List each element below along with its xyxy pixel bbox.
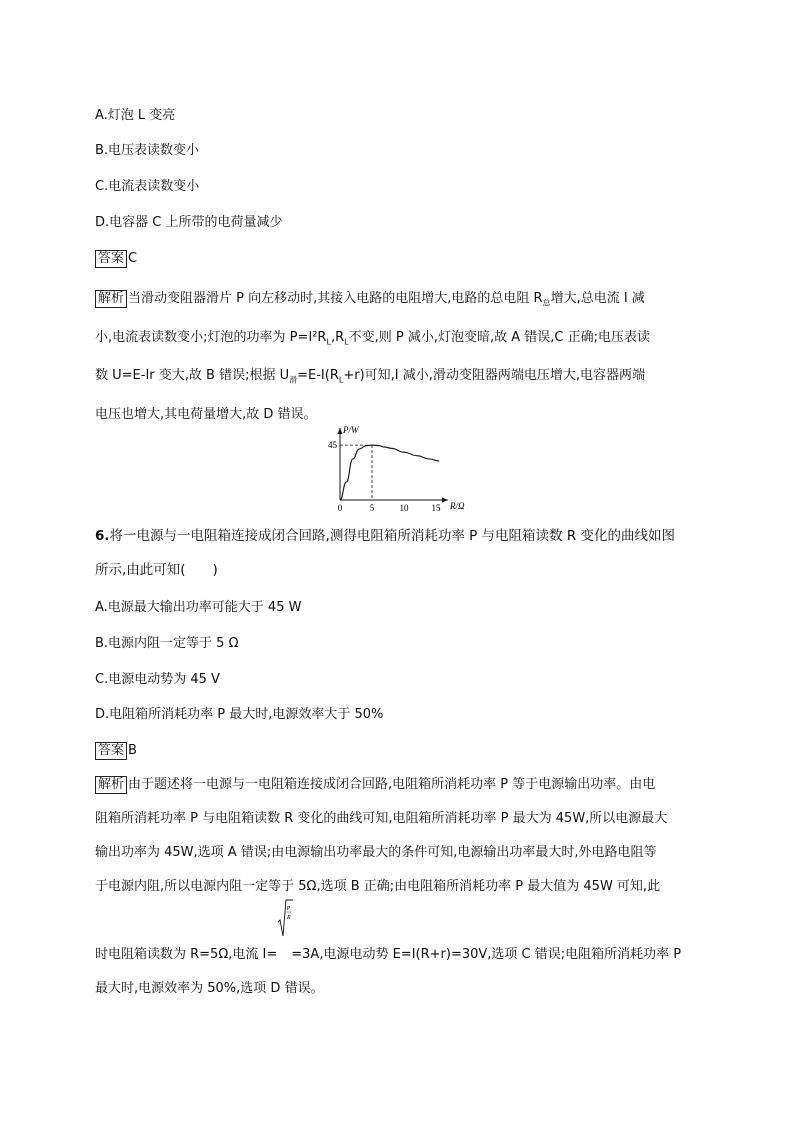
analysis-text: =3A,电源电动势 E=I(R+r)=30V,选项 C 错误;电阻箱所消耗功率 P	[291, 947, 682, 962]
chart-series	[340, 445, 439, 500]
chart-axes	[338, 428, 449, 503]
y-tick-label: 45	[328, 440, 337, 451]
q6-stem-line2: 所示,由此可知( )	[95, 562, 218, 578]
analysis-text: +r)可知,I 减小,滑动变阻器两端电压增大,电容器两端	[343, 368, 646, 384]
x-tick-label: 5	[369, 503, 375, 513]
power-curve	[340, 445, 439, 500]
q5-analysis	[95, 282, 695, 432]
analysis-text: =E-I(R	[297, 368, 339, 384]
analysis-text: 电压也增大,其电荷量增大,故 D 错误。	[95, 406, 317, 422]
subscript: 滑	[289, 375, 298, 385]
subscript: L	[344, 337, 349, 347]
analysis-text: 输出功率为 45W,选项 A 错误;由电源输出功率最大的条件可知,电源输出功率最大时,外电路电阻等	[95, 845, 657, 860]
analysis-text: 于电源内阻,所以电源内阻一定等于 5Ω,选项 B 正确;由电阻箱所消耗功率 P 最大值为 45W 可知,此	[95, 879, 661, 894]
q6-answer	[95, 742, 137, 760]
x-axis-label: R/Ω	[450, 501, 465, 511]
answer-label: 答案	[95, 742, 127, 760]
q5-option-c: C.电流表读数变小	[95, 179, 200, 194]
x-tick-label: 10	[399, 503, 409, 513]
q6-option-c: C.电源电动势为 45 V	[95, 672, 220, 687]
x-axis-arrow	[442, 498, 448, 503]
q6-option-d: D.电阻箱所消耗功率 P 最大时,电源效率大于 50%	[95, 707, 384, 722]
q5-option-a: A.灯泡 L 变亮	[95, 108, 176, 123]
analysis-text: 阻箱所消耗功率 P 与电阻箱读数 R 变化的曲线可知,电阻箱所消耗功率 P 最大为 45W,所以电源最大	[95, 811, 668, 826]
q5-option-d: D.电容器 C 上所带的电荷量减少	[95, 215, 283, 230]
y-axis-arrow	[338, 428, 343, 434]
frac-numerator: P	[286, 906, 291, 912]
analysis-text: 小,电流表读数变小;灯泡的功率为 P=I²R	[95, 329, 327, 345]
analysis-label: 解析	[95, 290, 127, 308]
sqrt-fraction	[277, 906, 291, 952]
analysis-text: 增大,总电流 I 减	[550, 291, 645, 306]
sqrt-symbol	[277, 898, 293, 942]
analysis-text: 由于题述将一电源与一电阻箱连接成闭合回路,电阻箱所消耗功率 P 等于电源输出功率。由电	[128, 777, 656, 792]
q6-stem	[95, 519, 695, 587]
subscript: L	[326, 337, 331, 347]
q5-answer	[95, 250, 137, 268]
answer-value: C	[128, 251, 138, 266]
x-tick-label: 15	[431, 503, 441, 513]
analysis-text: 当滑动变阻器滑片 P 向左移动时,其接入电路的电阻增大,电路的总电阻 R	[128, 291, 543, 306]
q6-analysis	[95, 768, 695, 1006]
x-tick-label: 0	[337, 503, 343, 513]
answer-value: B	[128, 743, 137, 758]
analysis-text: ,R	[330, 329, 345, 345]
q6-option-a: A.电源最大输出功率可能大于 45 W	[95, 600, 302, 615]
q6-number: 6.	[95, 528, 110, 544]
q6-option-b: B.电源内阻一定等于 5 Ω	[95, 636, 239, 651]
analysis-text: 不变,则 P 减小,灯泡变暗,故 A 错误,C 正确;电压表读	[348, 329, 650, 345]
q6-stem-line1: 将一电源与一电阻箱连接成闭合回路,测得电阻箱所消耗功率 P 与电阻箱读数 R 变化的曲线如图	[109, 528, 676, 544]
power-resistance-chart	[318, 420, 478, 520]
subscript: L	[338, 375, 344, 385]
subscript: 总	[542, 298, 551, 308]
analysis-text: 时电阻箱读数为 R=5Ω,电流 I=	[95, 947, 278, 962]
q5-option-b: B.电压表读数变小	[95, 143, 200, 158]
analysis-label: 解析	[95, 776, 127, 794]
answer-label: 答案	[95, 250, 127, 268]
analysis-text: 最大时,电源效率为 50%,选项 D 错误。	[95, 981, 324, 996]
analysis-text: 数 U=E-Ir 变大,故 B 错误;根据 U	[95, 368, 290, 384]
frac-denominator: R	[287, 915, 291, 921]
y-axis-label: P/W	[343, 425, 359, 435]
